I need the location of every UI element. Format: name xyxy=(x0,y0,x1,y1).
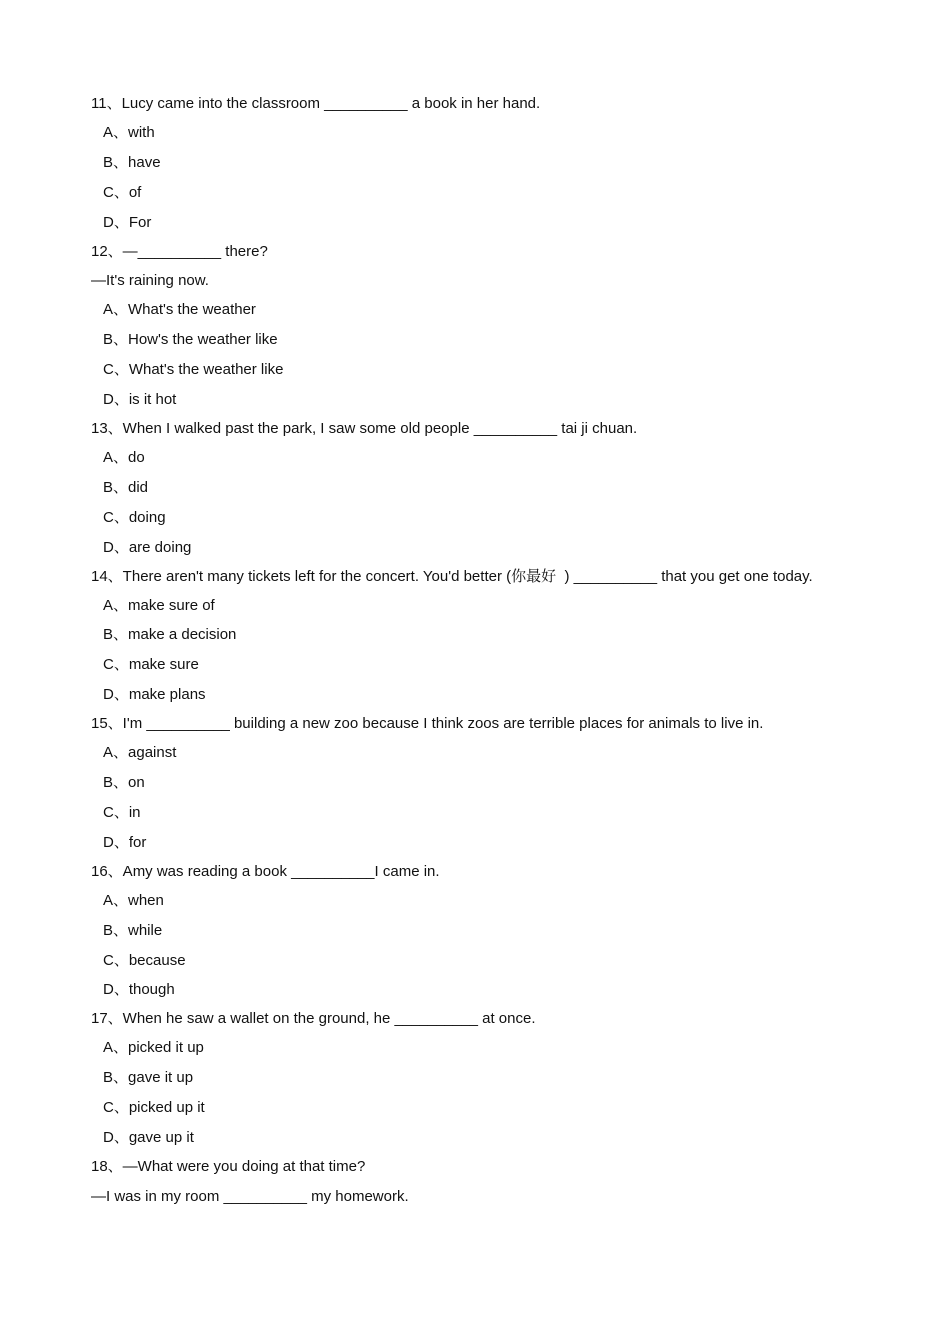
question-16-option-c: C、because xyxy=(103,952,186,969)
question-15-option-c: C、in xyxy=(103,804,141,821)
question-18-response: —I was in my room __________ my homework. xyxy=(91,1188,409,1205)
question-12-stem: 12、—__________ there? xyxy=(91,243,268,260)
question-12-option-a: A、What's the weather xyxy=(103,301,256,318)
question-11-option-d: D、For xyxy=(103,214,152,231)
question-14-stem: 14、There aren't many tickets left for the concert. You'd better (你最好 ) __________ that you get one today. xyxy=(91,568,813,585)
question-17-option-c: C、picked up it xyxy=(103,1099,205,1116)
question-17-option-a: A、picked it up xyxy=(103,1039,204,1056)
question-13-option-c: C、doing xyxy=(103,509,166,526)
question-12-option-c: C、What's the weather like xyxy=(103,361,284,378)
question-11-option-c: C、of xyxy=(103,184,142,201)
question-12-option-b: B、How's the weather like xyxy=(103,331,278,348)
question-17-stem: 17、When he saw a wallet on the ground, he __________ at once. xyxy=(91,1010,536,1027)
question-13-option-d: D、are doing xyxy=(103,539,192,556)
question-17-option-d: D、gave up it xyxy=(103,1129,194,1146)
question-16-option-d: D、though xyxy=(103,981,175,998)
question-14-option-a: A、make sure of xyxy=(103,597,215,614)
question-16-option-a: A、when xyxy=(103,892,164,909)
question-16-stem: 16、Amy was reading a book __________I came in. xyxy=(91,863,440,880)
question-12-response: —It's raining now. xyxy=(91,272,209,289)
question-14-option-d: D、make plans xyxy=(103,686,206,703)
question-14-option-c: C、make sure xyxy=(103,656,199,673)
question-18-stem: 18、—What were you doing at that time? xyxy=(91,1158,366,1175)
question-15-option-a: A、against xyxy=(103,744,177,761)
question-13-option-a: A、do xyxy=(103,449,145,466)
question-13-option-b: B、did xyxy=(103,479,149,496)
question-15-option-d: D、for xyxy=(103,834,147,851)
question-14-option-b: B、make a decision xyxy=(103,626,237,643)
question-17-option-b: B、gave it up xyxy=(103,1069,194,1086)
question-12-option-d: D、is it hot xyxy=(103,391,177,408)
question-15-option-b: B、on xyxy=(103,774,145,791)
question-11-stem: 11、Lucy came into the classroom __________ a book in her hand. xyxy=(91,95,541,112)
question-15-stem: 15、I'm __________ building a new zoo because I think zoos are terrible places for animals to live in. xyxy=(91,715,764,732)
question-16-option-b: B、while xyxy=(103,922,163,939)
question-11-option-b: B、have xyxy=(103,154,161,171)
question-11-option-a: A、with xyxy=(103,124,155,141)
question-13-stem: 13、When I walked past the park, I saw some old people __________ tai ji chuan. xyxy=(91,420,638,437)
